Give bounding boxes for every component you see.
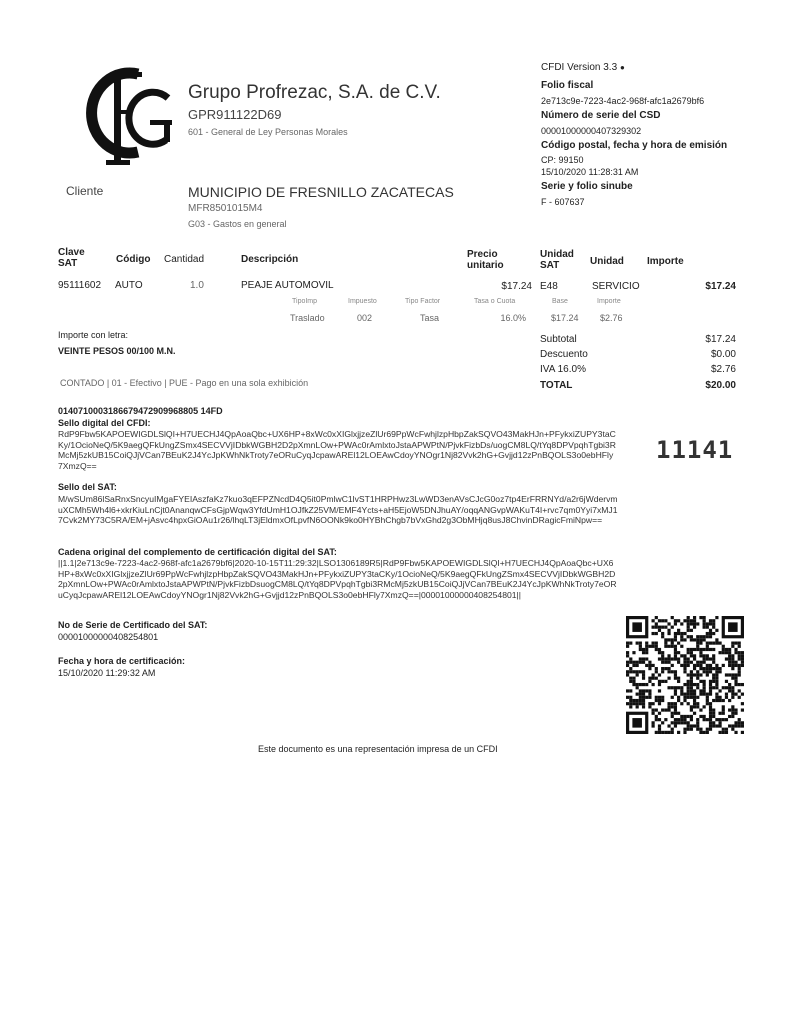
- folio-fiscal: 2e713c9e-7223-4ac2-968f-afc1a2679bf6: [541, 96, 705, 106]
- tax-base: $17.24: [551, 313, 579, 323]
- cert-sat-label: No de Serie de Certificado del SAT:: [58, 620, 208, 630]
- tax-tasa: 16.0%: [500, 313, 526, 323]
- sello-id: 0140710003186679472909968805 14FD: [58, 406, 223, 416]
- tax-h-base: Base: [552, 298, 568, 305]
- cliente-rfc: MFR8501015M4: [188, 203, 263, 214]
- th-codigo: Código: [116, 254, 151, 265]
- th-precio: Precio unitario: [467, 249, 504, 271]
- tax-h-importe: Importe: [597, 298, 621, 305]
- cliente-uso: G03 - Gastos en general: [188, 219, 287, 229]
- forma-pago: CONTADO | 01 - Efectivo | PUE - Pago en una sola exhibición: [60, 378, 309, 388]
- tax-tipo: Traslado: [290, 313, 325, 323]
- row-codigo: AUTO: [115, 280, 143, 291]
- cert-sat: 00001000000408254801: [58, 632, 159, 642]
- cp-fecha-label: Código postal, fecha y hora de emisión: [541, 140, 728, 151]
- th-cantidad: Cantidad: [164, 254, 205, 265]
- row-precio: $17.24: [501, 281, 532, 292]
- cliente-name: MUNICIPIO DE FRESNILLO ZACATECAS: [188, 184, 454, 200]
- emisor-regimen: 601 - General de Ley Personas Morales: [188, 127, 348, 137]
- total-value: $20.00: [705, 380, 736, 391]
- cp: CP: 99150: [541, 155, 584, 165]
- serie: F - 607637: [541, 197, 585, 207]
- sello-cfdi-label: Sello digital del CFDI:: [58, 418, 151, 428]
- th-unidad-sat: Unidad SAT: [540, 249, 574, 271]
- csd-number: 00001000000407329302: [541, 126, 642, 136]
- th-unidad: Unidad: [590, 256, 624, 267]
- sello-cfdi: RdP9Fbw5KAPOEWIGDLSlQI+H7UECHJ4QpAoaQbc+UX6HP+8xWc0xXIGlxjjzeZlUr69PpWcFwhjlzpHbpZakSQVO43MakHJn+PFykxiZUPY3taCKy/1OcioNeQ/5K9aegQFkUngZSmx4SECVVjIDbkWGBH2D2pXmnLOw+PWAc0rAmlxtoJstaAPWPtN/PjvkFizbDs/uogCM8LQ/tYq8DPVpqhTgbi3RMcMj5zkUB15CoiQJjVCan7BEuK2J4YcJpKWhNkTroty7eORuCyqJcpawAREl12LOEAwCdoyYNOgr1Nj82Vvk2hG+Gvjjd12zPnBQOLS3o0ebHFly7XmzQ==: [58, 429, 616, 471]
- tax-h-tipo: TipoImp: [292, 298, 318, 305]
- th-descripcion: Descripción: [241, 254, 299, 265]
- bullet-icon: ●: [619, 63, 625, 72]
- subtotal-value: $17.24: [705, 334, 736, 345]
- row-importe: $17.24: [705, 281, 736, 292]
- tax-factor: Tasa: [420, 313, 440, 323]
- company-logo: [76, 60, 176, 170]
- tax-h-tasa: Tasa o Cuota: [474, 298, 516, 305]
- iva-label: IVA 16.0%: [540, 364, 586, 375]
- cadena-original: ||1.1|2e713c9e-7223-4ac2-968f-afc1a2679bf6|2020-10-15T11:29:32|LSO1306189R5|RdP9Fbw5KAPOEWIGDLSlQI+H7UECHJ4QpAoaQbc+UX6HP+8xWc0xXIGlxjjzeZlUr69PpWcFwhjlzpHbpZakSQVO43MakHJn+PFykxiZUPY3taCKy/1OcioNeQ/5K9aegQFkUngZSmx4SECVVjIDbkWGBH2D2pXmnLOw+PWAc0rAmlxtoJstaAPWPtN/PjvkFizbDsuogCM8LQ/tYq8DPVpqhTgbi3RMcMj5zkUB15CoiQJjVCan7BEuK2J4YcJpKWhNkTroty7eORuCyqJcpawAREl12LOEAwCdoyYNOgr1Nj82Vvk2hG+Gvjjd12zPnBQOLS3o0ebHFly7XmzQ==|00001000000408254801||: [58, 558, 617, 600]
- serie-label: Serie y folio sinube: [541, 181, 633, 192]
- importe-letra-label: Importe con letra:: [58, 330, 129, 340]
- sello-sat: M/wSUm86lSaRnxSncyuIMgaFYEIAszfaKz7kuo3qEFPZNcdD4Q5it0PmlwC1lvST1HRPHwz3LwWD3enAVsCJcG0oz7tp4ErFRRNYd/a2r6jWdervmuXCMh5Wh4l6+xkrKiuLnCjt0AnanqwCFsGjpWqw3YfdUmH1OJfkZ25VM/EMF4Ycts+aH5EjoW5DNJhuAY/oqqANGvpWAKuT4I+rvc7qm0Yyi7xMJ17Cvk2MY73C5RA/EM+jAsvc4hpxGiOAu1r26/lhqLT3jEldmxOfLpvfN6OONk9ko0HYBhChgb7bVxGhd2g3ObMHjq8usJ8ChvinDRagicFmiNpw==: [58, 494, 618, 526]
- sello-sat-label: Sello del SAT:: [58, 482, 117, 492]
- total-label: TOTAL: [540, 380, 573, 391]
- descuento-value: $0.00: [710, 349, 736, 360]
- folio-fiscal-label: Folio fiscal: [541, 80, 594, 91]
- cfdi-version-text: CFDI Version 3.3: [541, 62, 618, 73]
- emisor-name: Grupo Profrezac, S.A. de C.V.: [188, 82, 441, 103]
- cliente-label: Cliente: [66, 184, 104, 198]
- row-unidad-sat: E48: [540, 281, 558, 292]
- th-importe: Importe: [647, 256, 684, 267]
- cadena-label: Cadena original del complemento de certificación digital del SAT:: [58, 547, 337, 557]
- handwritten-number: 11141: [656, 436, 734, 464]
- tax-h-factor: Tipo Factor: [405, 298, 441, 305]
- tax-h-impuesto: Impuesto: [348, 298, 377, 305]
- row-unidad: SERVICIO: [592, 281, 640, 292]
- tax-importe: $2.76: [600, 313, 623, 323]
- tax-impuesto: 002: [357, 313, 373, 323]
- row-descripcion: PEAJE AUTOMOVIL: [241, 280, 334, 291]
- fecha-cert-label: Fecha y hora de certificación:: [58, 656, 186, 666]
- cfdi-version: [541, 62, 625, 74]
- importe-letra: VEINTE PESOS 00/100 M.N.: [58, 346, 176, 356]
- fecha-cert: 15/10/2020 11:29:32 AM: [58, 668, 156, 678]
- subtotal-label: Subtotal: [540, 334, 577, 345]
- emisor-rfc: GPR911122D69: [188, 107, 282, 122]
- row-clave: 95111602: [58, 280, 102, 291]
- iva-value: $2.76: [710, 364, 736, 375]
- th-clave-sat: Clave SAT: [58, 247, 85, 269]
- footer-note: Este documento es una representación impresa de un CFDI: [258, 744, 498, 754]
- fecha-emision: 15/10/2020 11:28:31 AM: [541, 167, 639, 177]
- descuento-label: Descuento: [540, 349, 588, 360]
- qr-code: [626, 616, 744, 734]
- csd-label: Número de serie del CSD: [541, 110, 661, 121]
- row-cantidad: 1.0: [190, 280, 204, 291]
